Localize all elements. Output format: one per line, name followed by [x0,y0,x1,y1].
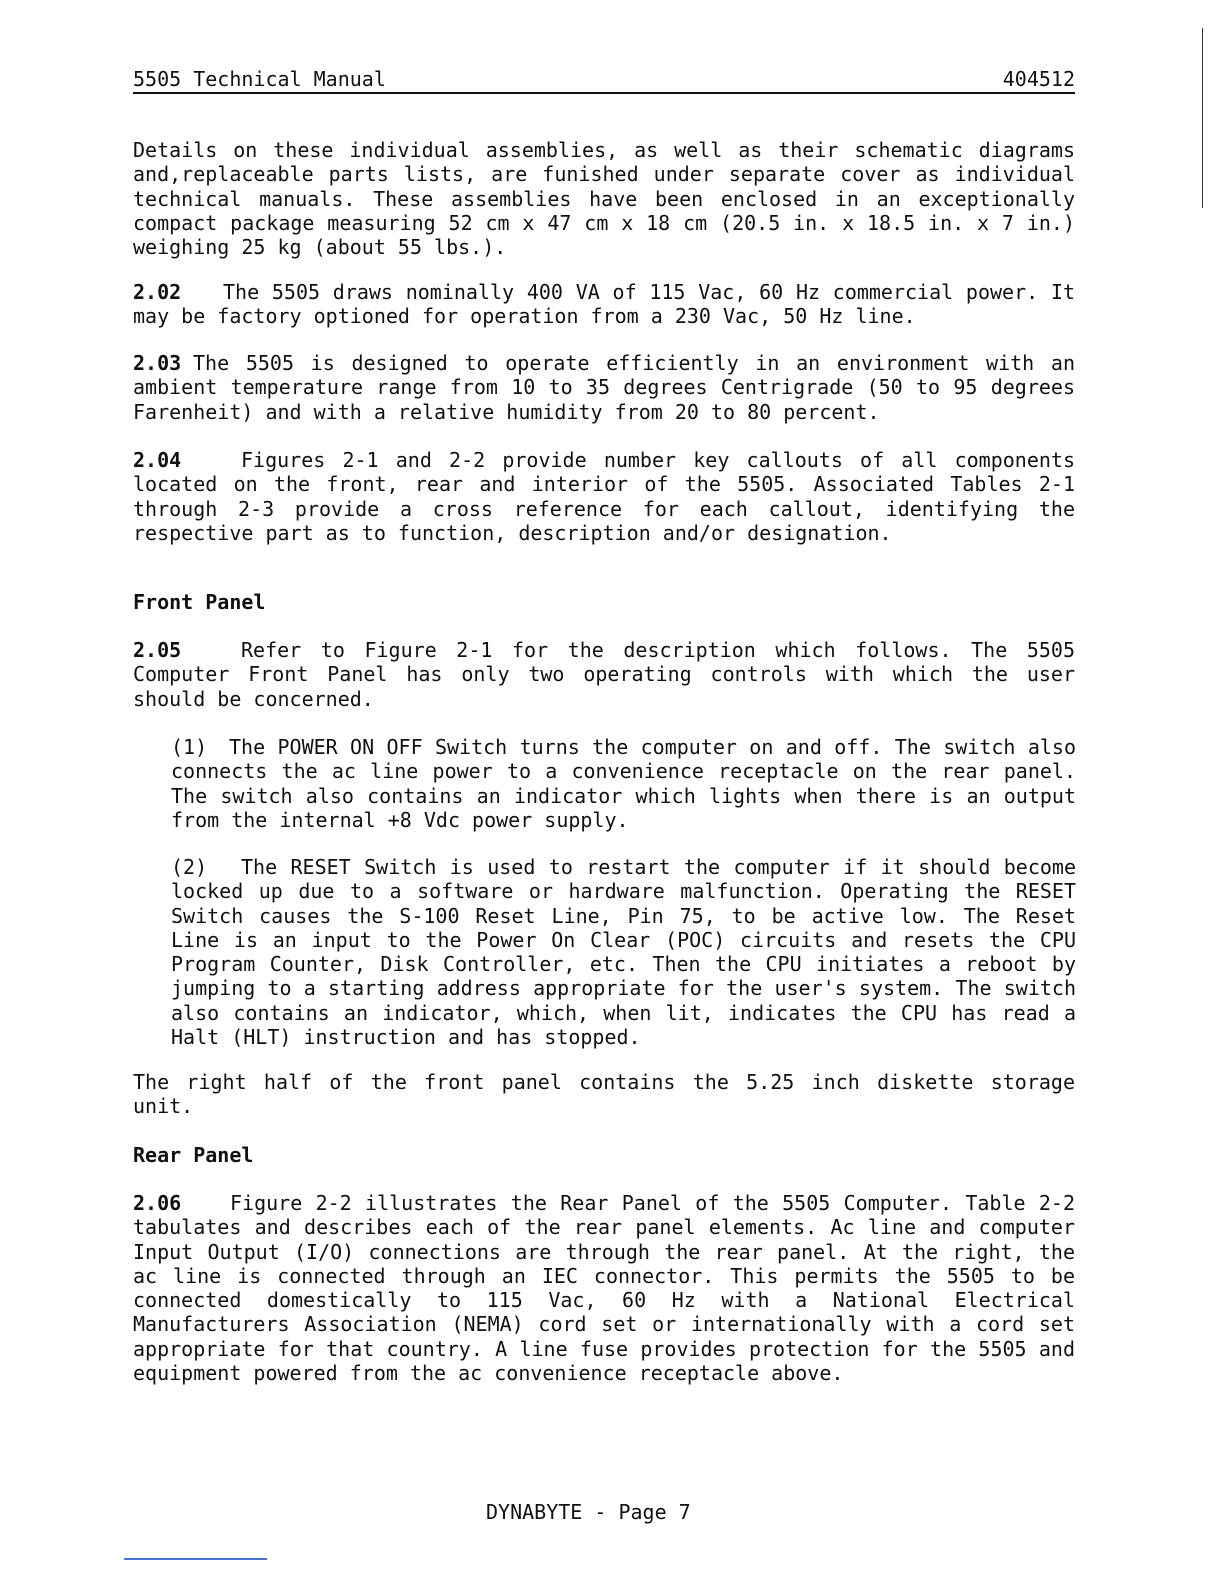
intro-paragraph [133,138,1075,259]
page-header [133,66,1075,94]
list-item-reset-switch [171,855,1076,1049]
paragraph-2-05 [133,638,1075,711]
section-number: 2.06 [133,1191,182,1215]
item-number: (1) [171,735,208,759]
section-number: 2.05 [133,638,182,662]
item-text: The RESET Switch is used to restart the computer if it should become locked up due to a software or hardware malfunction. Operating the RESET Switch causes the S-100 Reset Line, Pin 75, to be active low. The Reset Line is an input to the Power On Clear (POC) circuits and resets the CPU Program Counter, Disk Controller, etc. Then the CPU initiates a reboot by jumping to a starting address appropriate for the user's system. The switch also contains an indicator, which, when lit, indicates the CPU has read a Halt (HLT) instruction and has stopped. [171,855,1076,1050]
paragraph-2-03 [133,351,1075,424]
paragraph-2-02 [133,280,1075,329]
bottom-underline-mark [124,1558,267,1560]
paragraph-2-04 [133,448,1075,545]
paragraph-text: The right half of the front panel contains the 5.25 inch diskette storage unit. [133,1070,1075,1119]
paragraph-text: The 5505 is designed to operate efficiently in an environment with an ambient temperature range from 10 to 35 degrees Centrigrade (50 to 95 degrees Farenheit) and with a relative humidity from 20 to 80 percent. [133,351,1075,424]
front-panel-heading: Front Panel [133,590,266,614]
paragraph-text: Figures 2-1 and 2-2 provide number key callouts of all components located on the front, rear and interior of the 5505. Associated Tables 2-1 through 2-3 provide a cross reference for each callout, identifying the respective part as to function, description and/or designation. [133,448,1075,545]
paragraph-2-06 [133,1191,1075,1385]
list-item-power-switch [171,735,1076,832]
item-text: The POWER ON OFF Switch turns the computer on and off. The switch also connects the ac line power to a convenience receptacle on the rear panel. The switch also contains an indicator which lights when there is an output from the internal +8 Vdc power supply. [171,735,1076,832]
section-number: 2.04 [133,448,182,472]
paragraph-text: The 5505 draws nominally 400 VA of 115 Vac, 60 Hz commercial power. It may be factory optioned for operation from a 230 Vac, 50 Hz line. [133,280,1075,329]
paragraph-text: Refer to Figure 2-1 for the description which follows. The 5505 Computer Front Panel has only two operating controls with which the user should be concerned. [133,638,1075,711]
rear-panel-heading: Rear Panel [133,1143,254,1167]
section-number: 2.02 [133,280,182,304]
intro-text: Details on these individual assemblies, as well as their schematic diagrams and,replaceable parts lists, are funished under separate cover as individual technical manuals. These assemblies have been enclosed in an exceptionally compact package measuring 52 cm x 47 cm x 18 cm (20.5 in. x 18.5 in. x 7 in.) weighing 25 kg (about 55 lbs.). [133,138,1075,260]
diskette-paragraph [133,1070,1075,1119]
document-number: 404512 [1002,67,1075,91]
page-footer: DYNABYTE - Page 7 [486,1500,691,1524]
paragraph-text: Figure 2-2 illustrates the Rear Panel of the 5505 Computer. Table 2-2 tabulates and describes each of the rear panel elements. Ac line and computer Input Output (I/O) connections are through the rear panel. At the right, the ac line is connected through an IEC connector. This permits the 5505 to be connected domestically to 115 Vac, 60 Hz with a National Electrical Manufacturers Association (NEMA) cord set or internationally with a cord set appropriate for that country. A line fuse provides protection for the 5505 and equipment powered from the ac convenience receptacle above. [133,1191,1075,1386]
section-number: 2.03 [133,351,182,375]
item-number: (2) [171,855,208,879]
scan-edge-line [1202,28,1203,208]
manual-title: 5505 Technical Manual [133,67,386,91]
